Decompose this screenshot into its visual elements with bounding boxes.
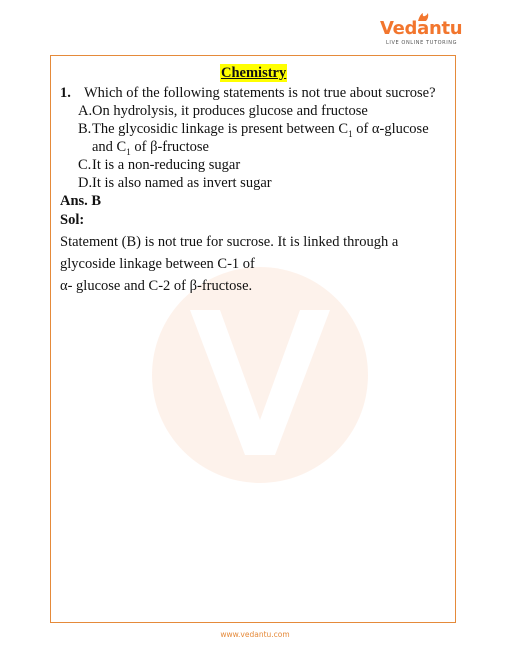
- option-c: [78, 156, 460, 174]
- solution-line: glycoside linkage between C-1 of: [60, 256, 255, 272]
- option-letter: D.: [78, 175, 93, 191]
- footer-url[interactable]: www.vedantu.com: [220, 630, 290, 639]
- subscript: 1: [348, 128, 353, 139]
- option-letter: B.: [78, 121, 92, 137]
- logo-word: Vedantu: [380, 18, 463, 39]
- option-text: On hydrolysis, it produces glucose and fructose: [92, 103, 368, 119]
- question: [60, 84, 460, 102]
- subject-heading: Chemistry: [221, 65, 287, 81]
- option-a: [78, 102, 460, 120]
- option-text: It is also named as invert sugar: [92, 175, 272, 191]
- option-cont-pre: and C: [92, 139, 127, 155]
- solution-text: [60, 231, 460, 297]
- option-letter: C.: [78, 157, 92, 173]
- solution-line: Statement (B) is not true for sucrose. It is linked through a: [60, 234, 399, 250]
- document-body: [60, 64, 460, 297]
- option-b: [78, 120, 460, 138]
- solution-heading: Sol:: [60, 212, 85, 228]
- vedantu-logo: [380, 18, 463, 52]
- question-text: Which of the following statements is not true about sucrose?: [84, 85, 436, 101]
- option-d: [78, 174, 460, 192]
- option-cont-post: of β-fructose: [130, 139, 209, 155]
- subscript: 1: [126, 146, 131, 157]
- option-b-continued: [92, 138, 460, 156]
- option-text: It is a non-reducing sugar: [92, 157, 241, 173]
- option-letter: A.: [78, 103, 93, 119]
- option-text-mid: of α-glucose: [352, 121, 429, 137]
- logo-tagline: LIVE ONLINE TUTORING: [386, 40, 458, 46]
- solution-line: α- glucose and C-2 of β-fructose.: [60, 278, 253, 294]
- question-number: 1.: [60, 85, 71, 101]
- option-text-pre: The glycosidic linkage is present between C: [92, 121, 349, 137]
- answer: Ans. B: [60, 193, 102, 209]
